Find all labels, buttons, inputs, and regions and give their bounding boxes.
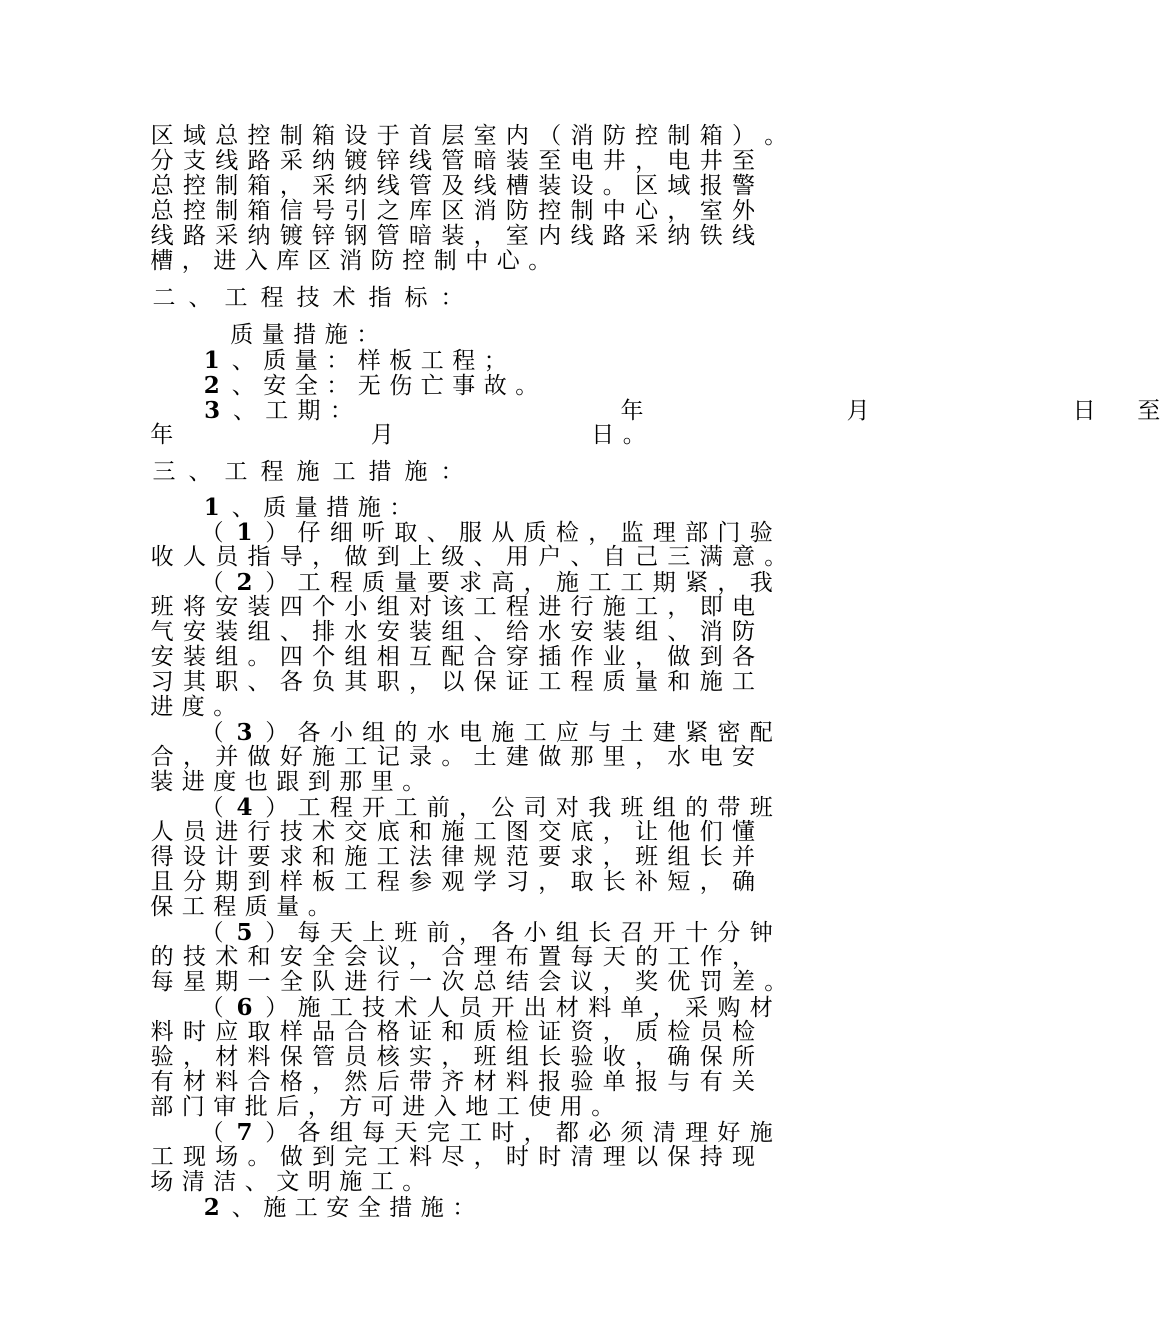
text-line: （ 6 ） 施 工 技 术 人 员 开 出 材 料 单 ， 采 购 材 [200,994,773,1021]
text-line: 进 度 。 [150,694,237,720]
text-line: （ 2 ） 工 程 质 量 要 求 高 ， 施 工 工 期 紧 ， 我 [200,569,773,596]
text-line: 2 、 施 工 安 全 措 施 ： [203,1194,476,1221]
text-line: 场 清 洁 、 文 明 施 工 。 [150,1169,426,1195]
text-line: 且 分 期 到 样 板 工 程 参 观 学 习 ， 取 长 补 短 ， 确 [150,869,755,895]
text-line: 料 时 应 取 样 品 合 格 证 和 质 检 证 资 ， 质 检 员 检 [150,1019,755,1045]
text-line: 班 将 安 装 四 个 小 组 对 该 工 程 进 行 施 工 ， 即 电 [150,594,755,620]
text-line: 槽 ， 进 入 库 区 消 防 控 制 中 心 。 [150,248,552,274]
text-line: 装 进 度 也 跟 到 那 里 。 [150,769,426,795]
text-line: 区 域 总 控 制 箱 设 于 首 层 室 内 （ 消 防 控 制 箱 ） 。 [150,123,788,149]
text-line: （ 7 ） 各 组 每 天 完 工 时 ， 都 必 须 清 理 好 施 [200,1119,773,1146]
text-line: 气 安 装 组 、 排 水 安 装 组 、 给 水 安 装 组 、 消 防 [150,619,755,645]
text-line: 3 、 工 期 ： 年 月 日 至 [204,397,1161,424]
text-line: 保 工 程 质 量 。 [150,894,331,920]
text-line: 线 路 采 纳 镀 锌 钢 管 暗 装 ， 室 内 线 路 采 纳 铁 线 [150,223,755,249]
text-line: 年 月 日 。 [150,422,646,448]
text-line: 2 、 安 全 ： 无 伤 亡 事 故 。 [203,372,539,399]
text-line: 三 、 工 程 施 工 措 施 ： [152,459,464,485]
text-line: （ 1 ） 仔 细 听 取 、 服 从 质 检 ， 监 理 部 门 验 [200,519,773,546]
text-line: （ 3 ） 各 小 组 的 水 电 施 工 应 与 土 建 紧 密 配 [200,719,773,746]
text-line: 习 其 职 、 各 负 其 职 ， 以 保 证 工 程 质 量 和 施 工 [150,669,755,695]
text-line: 工 现 场 。 做 到 完 工 料 尽 ， 时 时 清 理 以 保 持 现 [150,1144,755,1170]
text-line: 合 ， 并 做 好 施 工 记 录 。 土 建 做 那 里 ， 水 电 安 [150,744,755,770]
text-line: 每 星 期 一 全 队 进 行 一 次 总 结 会 议 ， 奖 优 罚 差 。 [150,969,788,995]
text-line: 安 装 组 。 四 个 组 相 互 配 合 穿 插 作 业 ， 做 到 各 [150,644,755,670]
text-line: 1 、 质 量 措 施 ： [203,494,413,521]
text-line: 二 、 工 程 技 术 指 标 ： [152,285,464,311]
text-line: 总 控 制 箱 ， 采 纳 线 管 及 线 槽 装 设 。 区 域 报 警 [150,173,755,199]
text-line: 收 人 员 指 导 ， 做 到 上 级 、 用 户 、 自 己 三 满 意 。 [150,544,788,570]
text-line: 验 ， 材 料 保 管 员 核 实 ， 班 组 长 验 收 ， 确 保 所 [150,1044,755,1070]
text-line: （ 5 ） 每 天 上 班 前 ， 各 小 组 长 召 开 十 分 钟 [200,919,773,946]
text-line: 分 支 线 路 采 纳 镀 锌 线 管 暗 装 至 电 井 ， 电 井 至 [150,148,755,174]
text-line: 的 技 术 和 安 全 会 议 ， 合 理 布 置 每 天 的 工 作 ， [150,944,755,970]
text-line: （ 4 ） 工 程 开 工 前 ， 公 司 对 我 班 组 的 带 班 [200,794,773,821]
text-line: 1 、 质 量 ： 样 板 工 程 ； [203,347,507,374]
text-line: 人 员 进 行 技 术 交 底 和 施 工 图 交 底 ， 让 他 们 懂 [150,819,755,845]
text-line: 部 门 审 批 后 ， 方 可 进 入 地 工 使 用 。 [150,1094,615,1120]
text-line: 总 控 制 箱 信 号 引 之 库 区 消 防 控 制 中 心 ， 室 外 [150,198,755,224]
text-line: 得 设 计 要 求 和 施 工 法 律 规 范 要 求 ， 班 组 长 并 [150,844,755,870]
text-line: 质 量 措 施 ： [230,322,380,348]
text-line: 有 材 料 合 格 ， 然 后 带 齐 材 料 报 验 单 报 与 有 关 [150,1069,755,1095]
